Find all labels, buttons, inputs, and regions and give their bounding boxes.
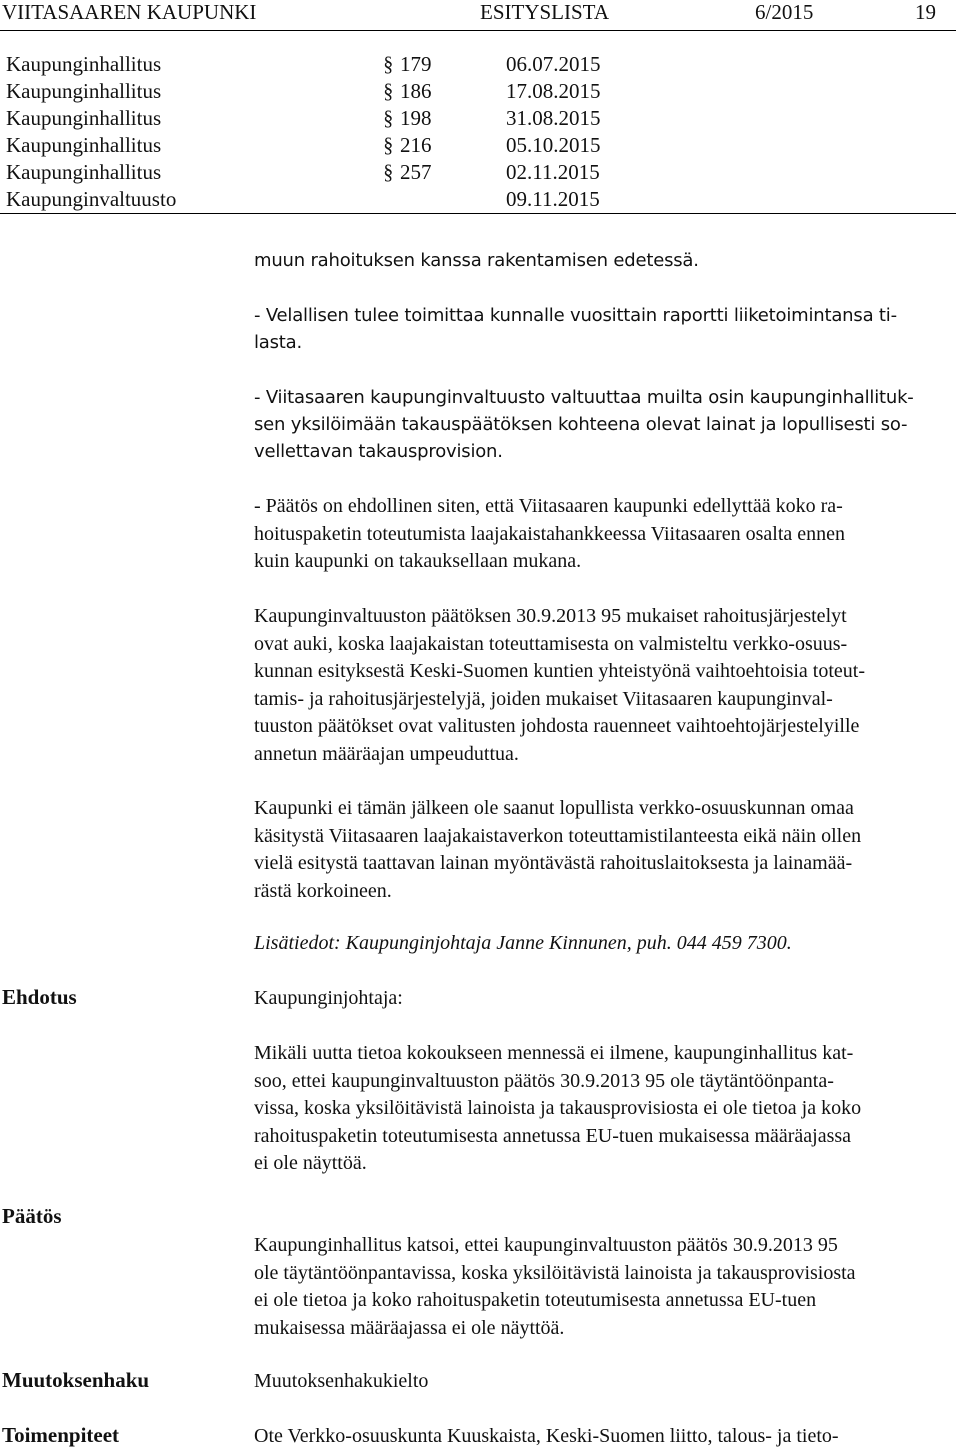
meeting-date: 31.08.2015 — [506, 106, 601, 130]
doc-number: 6/2015 — [755, 0, 814, 24]
meeting-body: Kaupunginhallitus — [6, 79, 162, 103]
paatos-label: Päätös — [2, 1204, 62, 1228]
section-mark: § — [383, 133, 394, 157]
meeting-date: 06.07.2015 — [506, 52, 601, 76]
meeting-date: 02.11.2015 — [506, 160, 600, 184]
paragraph-4 — [254, 493, 845, 576]
text-line: soo, ettei kaupunginvaltuuston päätös 30.9.2013 95 ole täytäntöönpanta- — [254, 1069, 834, 1092]
muutoksenhaku-label: Muutoksenhaku — [2, 1368, 150, 1392]
muutoksenhaku-text: Muutoksenhakukielto — [254, 1370, 429, 1392]
section-mark: § — [383, 52, 394, 76]
text-line: kuin kaupunki on takauksellaan mukana. — [254, 550, 582, 572]
toimenpiteet-text: Ote Verkko-osuuskunta Kuuskaista, Keski-Suomen liitto, talous- ja tieto- — [254, 1425, 839, 1447]
text-line: - Viitasaaren kaupunginvaltuusto valtuuttaa muilta osin kaupunginhallituk- — [254, 387, 914, 408]
text-line: Kaupunki ei tämän jälkeen ole saanut lopullista verkko-osuuskunnan omaa — [254, 797, 854, 819]
ehdotus-label: Ehdotus — [2, 985, 77, 1009]
table-divider — [0, 213, 956, 214]
meeting-date: 05.10.2015 — [506, 133, 601, 157]
text-line: sen yksilöimään takauspäätöksen kohteena olevat lainat ja lopullisesti so- — [254, 414, 908, 435]
meeting-body: Kaupunginhallitus — [6, 133, 162, 157]
text-line: lasta. — [254, 332, 303, 353]
paragraph-2 — [254, 302, 897, 356]
text-line: - Päätös on ehdollinen siten, että Viitasaaren kaupunki edellyttää koko ra- — [254, 495, 843, 517]
section-mark: § — [383, 79, 394, 103]
doc-type: ESITYSLISTA — [480, 0, 609, 24]
text-line: vissa, koska yksilöitävistä lainoista ja takausprovisiosta ei ole tietoa ja koko — [254, 1097, 862, 1119]
meeting-body: Kaupunginvaltuusto — [6, 187, 177, 211]
meeting-section: 186 — [400, 79, 432, 103]
paragraph-6 — [254, 795, 861, 905]
text-line: tuuston päätökset ovat valitusten johdosta rauenneet vaihtoehtojärjestelyille — [254, 715, 860, 737]
meeting-section: 198 — [400, 106, 432, 130]
text-line: Kaupunginvaltuuston päätöksen 30.9.2013 95 mukaiset rahoitusjärjestelyt — [254, 605, 847, 627]
text-line: ei ole tietoa ja koko rahoituspaketin toteutumisesta annetussa EU-tuen — [254, 1289, 817, 1311]
text-line: hoituspaketin toteutumista laajakaistahankkeessa Viitasaaren osalta ennen — [254, 522, 846, 545]
section-mark: § — [383, 106, 394, 130]
paragraph-1 — [254, 247, 699, 274]
meeting-body: Kaupunginhallitus — [6, 52, 162, 76]
ehdotus-text — [254, 1040, 861, 1178]
meeting-date: 09.11.2015 — [506, 187, 600, 211]
paatos-text — [254, 1232, 856, 1342]
text-line: tamis- ja rahoitusjärjestelyjä, joiden mukaiset Viitasaaren kaupunginval- — [254, 687, 833, 710]
paragraph-3 — [254, 384, 914, 465]
toimenpiteet-label: Toimenpiteet — [2, 1423, 120, 1447]
org-name: VIITASAAREN KAUPUNKI — [2, 0, 257, 24]
text-line: vellettavan takausprovision. — [254, 441, 503, 462]
text-line: kunnan esityksestä Keski-Suomen kuntien yhteistyönä vaihtoehtoisia toteut- — [254, 660, 866, 682]
ehdotus-presenter: Kaupunginjohtaja: — [254, 987, 403, 1009]
text-line: Kaupunginhallitus katsoi, ettei kaupunginvaltuuston päätös 30.9.2013 95 — [254, 1234, 838, 1256]
meeting-body: Kaupunginhallitus — [6, 106, 162, 130]
paragraph-5 — [254, 603, 865, 768]
meeting-body: Kaupunginhallitus — [6, 160, 162, 184]
text-line: rästä korkoineen. — [254, 879, 392, 902]
header-divider — [0, 30, 956, 31]
meeting-section: 216 — [400, 133, 432, 157]
text-line: - Velallisen tulee toimittaa kunnalle vuosittain raportti liiketoimintansa ti- — [254, 305, 897, 326]
text-line: käsitystä Viitasaaren laajakaistaverkon toteuttamistilanteesta eikä näin ollen — [254, 824, 862, 847]
contact-info: Lisätiedot: Kaupunginjohtaja Janne Kinnunen, puh. 044 459 7300. — [254, 932, 792, 954]
text-line: mukaisessa määräajassa ei ole näyttöä. — [254, 1316, 565, 1339]
text-line: rahoituspaketin toteutumisesta annetussa EU-tuen mukaisessa määräajassa — [254, 1124, 852, 1147]
text-line: ovat auki, koska laajakaistan toteuttamisesta on valmisteltu verkko-osuus- — [254, 632, 848, 655]
section-mark: § — [383, 160, 394, 184]
meeting-section: 179 — [400, 52, 432, 76]
text-line: ei ole näyttöä. — [254, 1152, 367, 1174]
text-line: annetun määräajan umpeuduttua. — [254, 742, 519, 765]
text-line: muun rahoituksen kanssa rakentamisen edetessä. — [254, 250, 699, 271]
meeting-date: 17.08.2015 — [506, 79, 601, 103]
page-number: 19 — [915, 0, 936, 24]
text-line: vielä esitystä taattavan lainan myöntävästä rahoituslaitoksesta ja lainamää- — [254, 852, 853, 874]
meeting-section: 257 — [400, 160, 432, 184]
text-line: ole täytäntöönpantavissa, koska yksilöitävistä lainoista ja takausprovisiosta — [254, 1261, 856, 1284]
text-line: Mikäli uutta tietoa kokoukseen mennessä ei ilmene, kaupunginhallitus kat- — [254, 1042, 854, 1064]
